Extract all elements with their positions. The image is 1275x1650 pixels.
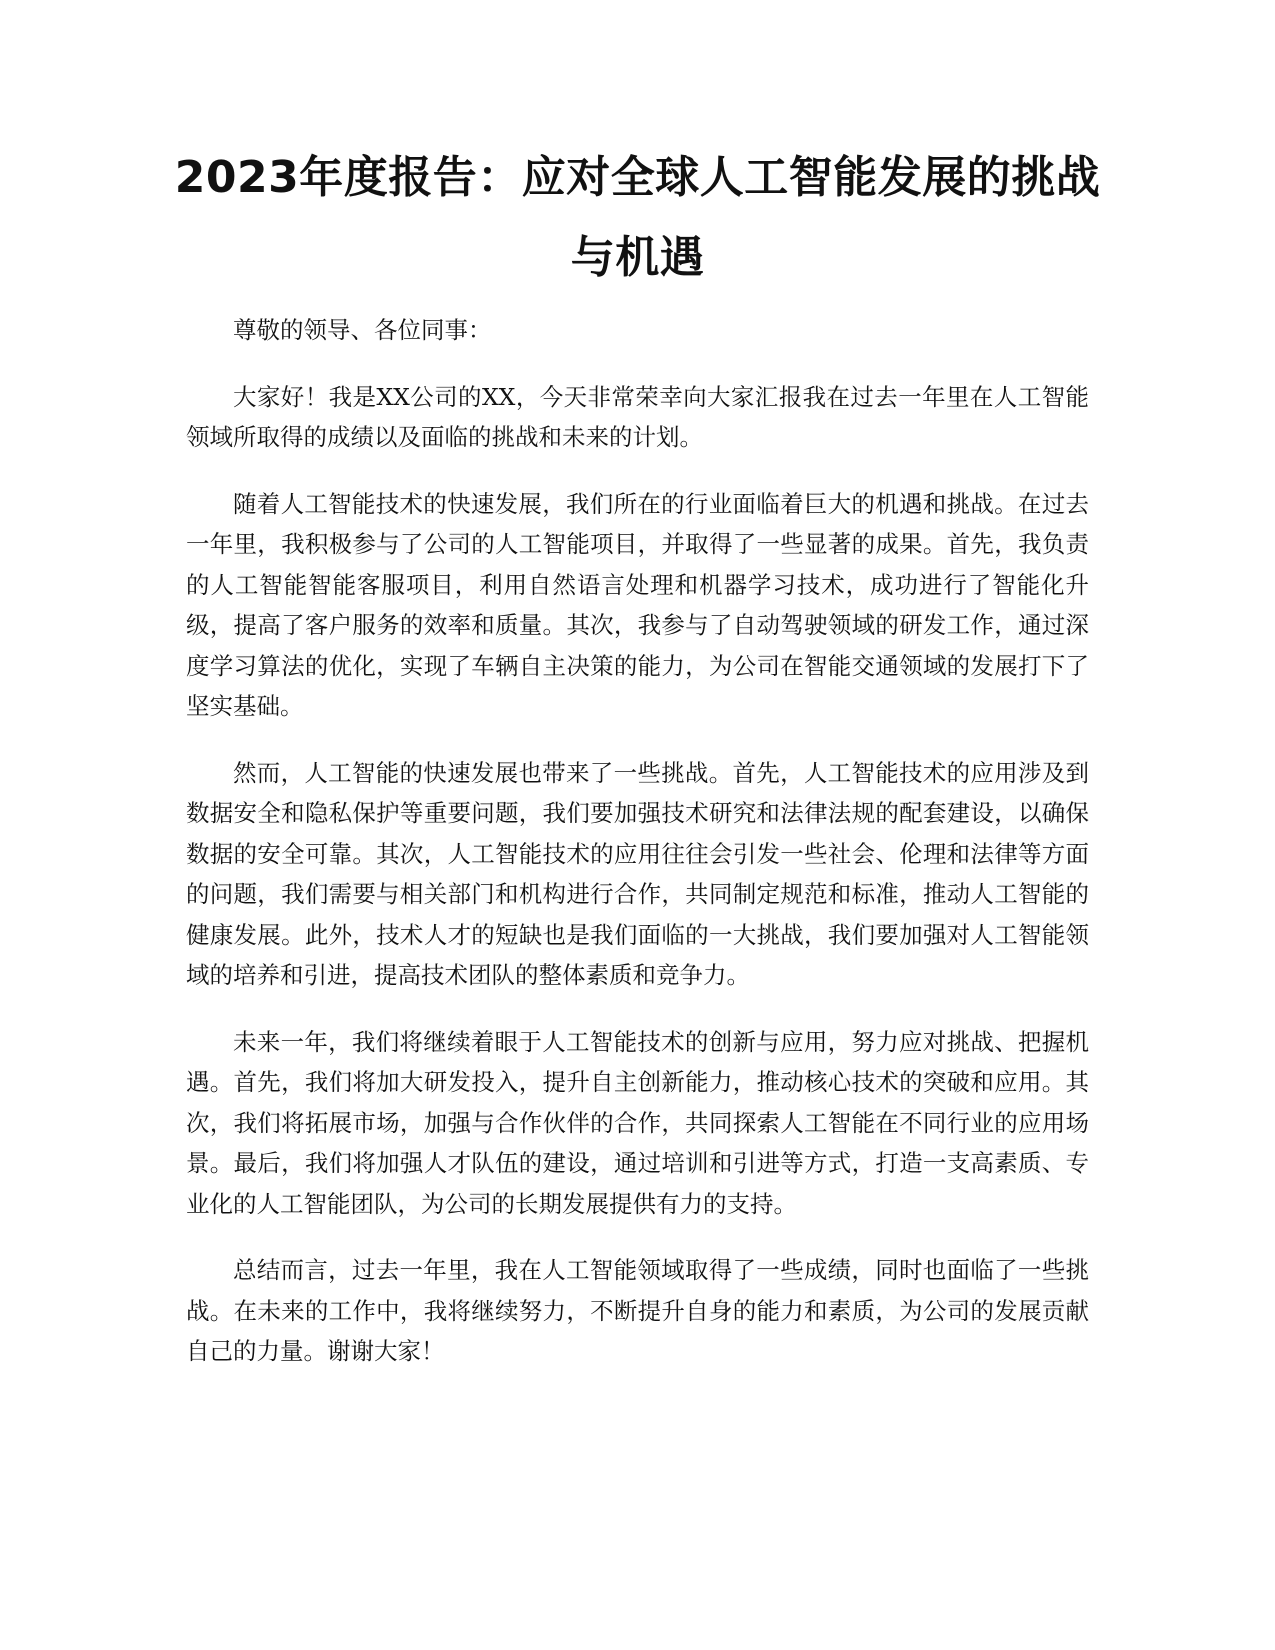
paragraph-challenges: 然而，人工智能的快速发展也带来了一些挑战。首先，人工智能技术的应用涉及到数据安全和隐私保护等重要问题，我们要加强技术研究和法律法规的配套建设，以确保数据的安全可靠。其次，人工智能技术的应用往往会引发一些社会、伦理和法律等方面的问题，我们需要与相关部门和机构进行合作，共同制定规范和标准，推动人工智能的健康发展。此外，技术人才的短缺也是我们面临的一大挑战，我们要加强对人工智能领域的培养和引进，提高技术团队的整体素质和竞争力。: [186, 758, 1089, 989]
document-title: 2023年度报告：应对全球人工智能发展的挑战与机遇: [174, 152, 1101, 283]
paragraph-plans: 未来一年，我们将继续着眼于人工智能技术的创新与应用，努力应对挑战、把握机遇。首先，我们将加大研发投入，提升自主创新能力，推动核心技术的突破和应用。其次，我们将拓展市场，加强与合作伙伴的合作，共同探索人工智能在不同行业的应用场景。最后，我们将加强人才队伍的建设，通过培训和引进等方式，打造一支高素质、专业化的人工智能团队，为公司的长期发展提供有力的支持。: [186, 1027, 1089, 1218]
paragraph-introduction: 大家好！我是XX公司的XX，今天非常荣幸向大家汇报我在过去一年里在人工智能领域所取得的成绩以及面临的挑战和未来的计划。: [186, 382, 1089, 451]
salutation: 尊敬的领导、各位同事：: [233, 316, 492, 344]
document-body: [186, 310, 1089, 1398]
paragraph-achievements: 随着人工智能技术的快速发展，我们所在的行业面临着巨大的机遇和挑战。在过去一年里，我积极参与了公司的人工智能项目，并取得了一些显著的成果。首先，我负责的人工智能智能客服项目，利用自然语言处理和机器学习技术，成功进行了智能化升级，提高了客户服务的效率和质量。其次，我参与了自动驾驶领域的研发工作，通过深度学习算法的优化，实现了车辆自主决策的能力，为公司在智能交通领域的发展打下了坚实基础。: [186, 489, 1089, 720]
paragraph-conclusion: 总结而言，过去一年里，我在人工智能领域取得了一些成绩，同时也面临了一些挑战。在未来的工作中，我将继续努力，不断提升自身的能力和素质，为公司的发展贡献自己的力量。谢谢大家！: [186, 1256, 1089, 1365]
